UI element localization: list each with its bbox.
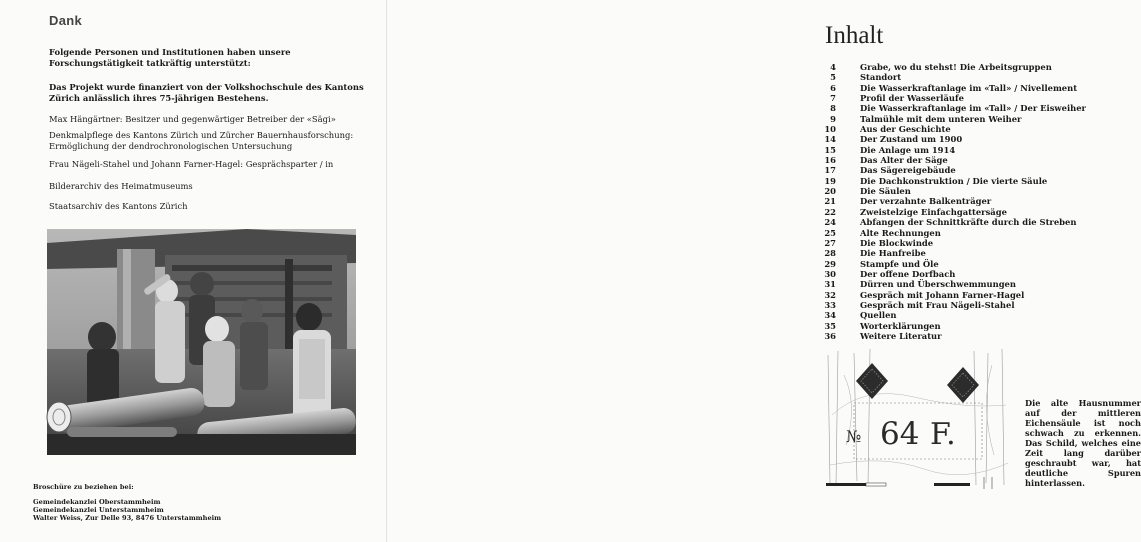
toc-entry bbox=[807, 196, 1107, 206]
house-number-drawing bbox=[824, 345, 1012, 493]
toc-page-number: 27 bbox=[824, 237, 836, 248]
acknowledgements-page bbox=[0, 0, 387, 542]
toc-page-number: 16 bbox=[824, 155, 836, 166]
toc-page-number: 22 bbox=[824, 206, 836, 217]
toc-page-number: 6 bbox=[830, 82, 836, 93]
acknowledgements-monument: Denkmalpflege des Kantons Zürich und Zürcher Bauernhausforschung: Ermöglichung der dendrochronologischen Untersuchung bbox=[49, 130, 354, 151]
toc-title: Worterklärungen bbox=[860, 320, 941, 331]
plaque-prefix: № bbox=[846, 427, 862, 446]
house-number-caption: Die alte Hausnummer auf der mittleren Eichensäule ist noch schwach zu erkennen. Das Schild, welches eine Zeit lang darüber geschraubt war, hat deutliche Spuren hinterlassen. bbox=[1025, 398, 1141, 488]
toc-title: Die Blockwinde bbox=[860, 237, 934, 248]
toc-title: Profil der Wasserläufe bbox=[860, 93, 964, 104]
toc-entry bbox=[807, 259, 1107, 269]
toc-page-number: 34 bbox=[824, 310, 836, 321]
toc-entry bbox=[807, 114, 1107, 124]
toc-page-number: 9 bbox=[830, 113, 836, 124]
toc-title: Alte Rechnungen bbox=[860, 227, 941, 238]
toc-page-number: 21 bbox=[824, 196, 836, 207]
toc-page-number: 32 bbox=[824, 289, 836, 300]
toc-title: Die Dachkonstruktion / Die vierte Säule bbox=[860, 175, 1048, 186]
toc-entry bbox=[807, 176, 1107, 186]
toc-page-number: 15 bbox=[824, 144, 836, 155]
toc-page-number: 10 bbox=[824, 124, 836, 135]
toc-page-number: 35 bbox=[824, 320, 836, 331]
toc-entry bbox=[807, 207, 1107, 217]
toc-page-number: 25 bbox=[824, 227, 836, 238]
toc-title: Stampfe und Öle bbox=[860, 258, 939, 269]
toc-page-number: 24 bbox=[824, 217, 836, 228]
toc-entry bbox=[807, 155, 1107, 165]
toc-entry bbox=[807, 72, 1107, 82]
toc-page-number: 33 bbox=[824, 299, 836, 310]
toc-page-number: 8 bbox=[830, 103, 836, 114]
toc-title: Quellen bbox=[860, 310, 897, 321]
acknowledgements-museum: Bilderarchiv des Heimatmuseums bbox=[49, 181, 193, 191]
toc-title: Grabe, wo du stehst! Die Arbeitsgruppen bbox=[860, 62, 1052, 72]
table-of-contents bbox=[807, 62, 1107, 341]
toc-entry bbox=[807, 279, 1107, 289]
toc-title: Das Sägereigebäude bbox=[860, 165, 956, 176]
toc-title: Gespräch mit Johann Farner-Hagel bbox=[860, 289, 1025, 300]
toc-title: Gespräch mit Frau Nägeli-Stahel bbox=[860, 299, 1015, 310]
toc-title: Die Wasserkraftanlage im «Tall» / Der Eisweiher bbox=[860, 103, 1086, 114]
toc-page-number: 17 bbox=[824, 165, 836, 176]
toc-entry bbox=[807, 83, 1107, 93]
toc-title: Der offene Dorfbach bbox=[860, 268, 956, 279]
toc-title: Das Alter der Säge bbox=[860, 155, 948, 166]
toc-page-number: 36 bbox=[824, 330, 836, 341]
toc-title: Die Anlage um 1914 bbox=[860, 144, 956, 155]
toc-entry bbox=[807, 93, 1107, 103]
brochure-address-2: Gemeindekanzlei Unterstammheim bbox=[33, 506, 164, 514]
toc-title: Der Zustand um 1900 bbox=[860, 134, 963, 145]
toc-title: Standort bbox=[860, 72, 902, 83]
contents-page bbox=[387, 0, 1141, 542]
toc-entry bbox=[807, 186, 1107, 196]
acknowledgements-archive: Staatsarchiv des Kantons Zürich bbox=[49, 201, 188, 211]
toc-page-number: 20 bbox=[824, 186, 836, 197]
acknowledgements-funding: Das Projekt wurde finanziert von der Volkshochschule des Kantons Zürich anlässlich ihres 75-jährigen Bestehens. bbox=[49, 82, 364, 103]
toc-entry bbox=[807, 217, 1107, 227]
contents-title: Inhalt bbox=[825, 22, 884, 49]
toc-entry bbox=[807, 124, 1107, 134]
toc-entry bbox=[807, 310, 1107, 320]
house-number-sketch bbox=[824, 345, 1012, 493]
acknowledgements-heading: Dank bbox=[49, 12, 82, 28]
toc-title: Der verzahnte Balkenträger bbox=[860, 196, 992, 207]
toc-title: Zweistelzige Einfachgattersäge bbox=[860, 206, 1007, 217]
toc-title: Dürren und Überschwemmungen bbox=[860, 279, 1016, 290]
toc-page-number: 29 bbox=[824, 258, 836, 269]
toc-title: Die Hanfreibe bbox=[860, 248, 926, 259]
toc-entry bbox=[807, 238, 1107, 248]
toc-title: Aus der Geschichte bbox=[860, 124, 951, 135]
acknowledgements-intro: Folgende Personen und Institutionen haben unsere Forschungstätigkeit tatkräftig unterstützt: bbox=[49, 47, 291, 68]
toc-page-number: 19 bbox=[824, 175, 836, 186]
toc-entry bbox=[807, 248, 1107, 258]
sawmill-photo-image bbox=[47, 229, 356, 455]
toc-entry bbox=[807, 228, 1107, 238]
brochure-address-1: Gemeindekanzlei Oberstammheim bbox=[33, 498, 161, 506]
toc-page-number: 30 bbox=[824, 268, 836, 279]
plaque-suffix: F. bbox=[930, 417, 956, 452]
toc-entry bbox=[807, 134, 1107, 144]
toc-page-number: 4 bbox=[830, 62, 836, 72]
toc-page-number: 31 bbox=[824, 279, 836, 290]
brochure-address-3: Walter Weiss, Zur Delle 93, 8476 Unterstammheim bbox=[33, 514, 222, 522]
plaque-number: 64 bbox=[880, 416, 920, 452]
toc-entry bbox=[807, 165, 1107, 175]
toc-title: Talmühle mit dem unteren Weiher bbox=[860, 113, 1022, 124]
toc-page-number: 5 bbox=[830, 72, 836, 83]
acknowledgements-interviews: Frau Nägeli-Stahel und Johann Farner-Hagel: Gesprächsparter / in bbox=[49, 159, 334, 169]
toc-page-number: 28 bbox=[824, 248, 836, 259]
acknowledgements-owner: Max Hängärtner: Besitzer und gegenwärtiger Betreiber der «Sägi» bbox=[49, 114, 336, 124]
toc-title: Die Wasserkraftanlage im «Tall» / Nivellement bbox=[860, 82, 1078, 93]
toc-entry bbox=[807, 103, 1107, 113]
toc-entry bbox=[807, 331, 1107, 341]
toc-entry bbox=[807, 269, 1107, 279]
toc-entry bbox=[807, 62, 1107, 72]
toc-title: Die Säulen bbox=[860, 186, 911, 197]
toc-title: Abfangen der Schnittkräfte durch die Streben bbox=[860, 217, 1077, 228]
sawmill-group-photo bbox=[47, 229, 356, 455]
toc-entry bbox=[807, 300, 1107, 310]
toc-title: Weitere Literatur bbox=[860, 330, 942, 341]
toc-page-number: 14 bbox=[824, 134, 836, 145]
brochure-heading: Broschüre zu beziehen bei: bbox=[33, 483, 134, 491]
toc-entry bbox=[807, 145, 1107, 155]
toc-entry bbox=[807, 321, 1107, 331]
toc-entry bbox=[807, 290, 1107, 300]
toc-page-number: 7 bbox=[830, 93, 836, 104]
